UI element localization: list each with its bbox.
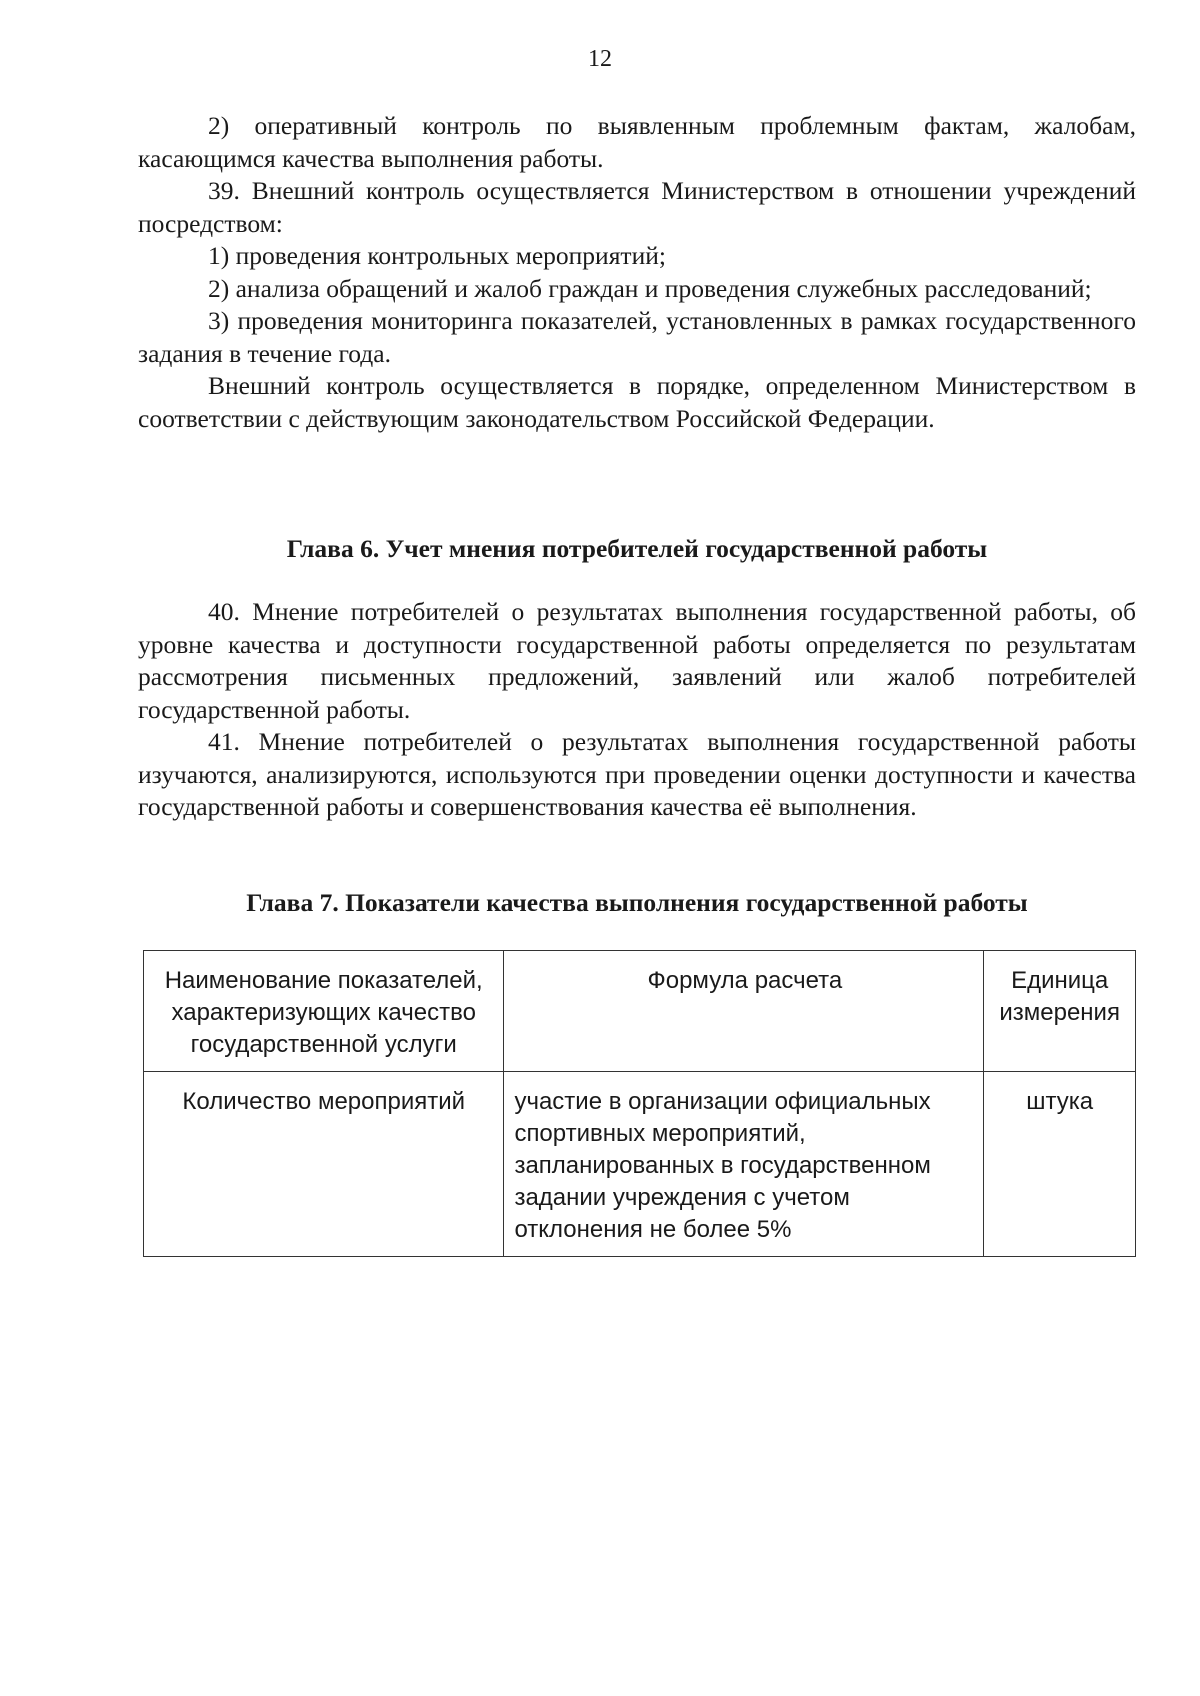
- table-row: [144, 1072, 1136, 1257]
- cell-unit: штука: [984, 1072, 1136, 1257]
- page-number: 12: [588, 46, 612, 72]
- control-section: [138, 110, 1136, 435]
- header-unit: Единица измерения: [984, 951, 1136, 1072]
- paragraph-41: 41. Мнение потребителей о результатах выполнения государственной работы изучаются, анализируются, используются при проведении оценки доступности и качества государственной работы и совершенствования качества её выполнения.: [138, 727, 1136, 821]
- chapter-7-heading: Глава 7. Показатели качества выполнения государственной работы: [246, 888, 1028, 917]
- quality-indicators-table: [143, 950, 1136, 1257]
- header-indicator-name: Наименование показателей, характеризующих качество государственной услуги: [144, 951, 504, 1072]
- list-item-2: 2) анализа обращений и жалоб граждан и проведения служебных расследований;: [208, 273, 1092, 303]
- cell-indicator-name: Количество мероприятий: [144, 1072, 504, 1257]
- chapter-6-body: [138, 596, 1136, 824]
- chapter-6-heading: Глава 6. Учет мнения потребителей государственной работы: [286, 534, 988, 563]
- list-item-1: 1) проведения контрольных мероприятий;: [208, 241, 666, 270]
- paragraph-40: 40. Мнение потребителей о результатах выполнения государственной работы, об уровне качества и доступности государственной работы определяется по результатам рассмотрения письменных предложений, заявлений или жалоб потребителей государственной работы.: [138, 597, 1136, 724]
- paragraph-external-control: Внешний контроль осуществляется в порядке, определенном Министерством в соответствии с действующим законодательством Российской Федерации.: [138, 371, 1136, 433]
- paragraph-operative-control: 2) оперативный контроль по выявленным проблемным фактам, жалобам, касающимся качества выполнения работы.: [138, 111, 1136, 173]
- list-item-3: 3) проведения мониторинга показателей, установленных в рамках государственного задания в течение года.: [138, 306, 1136, 368]
- table-header-row: [144, 951, 1136, 1072]
- header-formula: Формула расчета: [504, 951, 984, 1072]
- paragraph-39: 39. Внешний контроль осуществляется Министерством в отношении учреждений посредством:: [138, 176, 1136, 238]
- cell-formula: участие в организации официальных спортивных мероприятий, запланированных в государственном задании учреждения с учетом отклонения не более 5%: [504, 1072, 984, 1257]
